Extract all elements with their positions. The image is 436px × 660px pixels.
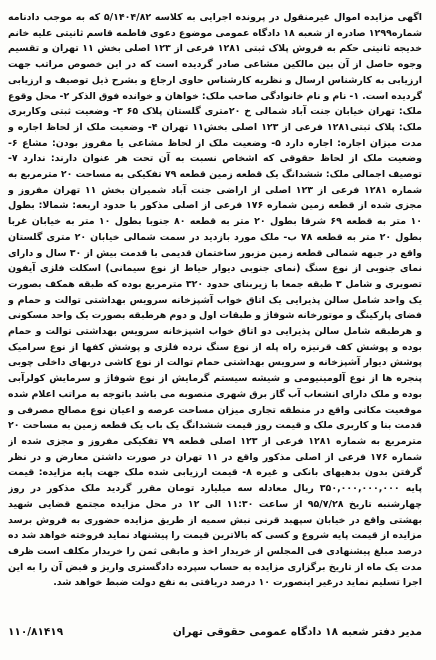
- notice-footer: [8, 626, 422, 638]
- signature-line: مدیر دفتر شعبه ۱۸ دادگاه عمومی حقوقی تهران: [172, 626, 422, 638]
- notice-code: ۱۱۰/۸۱۴۱۹: [8, 626, 64, 638]
- auction-notice-body: اگهی مزایده اموال غیرمنقول در پرونده اجرایی به کلاسه ۵/۱۴۰۴/۸۲ که به موجب دادنامه شماره۱۲۹۹ صادره از شعبه ۱۸ دادگاه عمومی موضوع دعوی فاطمه قاسم ثانیتی علیه خانم خدیجه ثانیتی حکم به فروش پلاک ثبتی ۱۲۸۱ فرعی از ۱۲۳ اصلی بخش ۱۱ تهران و تقسیم وجوه حاصل از آن بین مالکین مشاعی صادر گردیده است که در این خصوص مراتب جهت ارزیابی به کارشناس ارسال و نظریه کارشناس حاوی ارجاع و بشرح ذیل توصیف و ارزیابی گردیده است. ۱- نام و نام خانوادگی صاحب ملک: خواهان و خوانده فوق الذکر ۲- محل وقوع ملک: تهران خیابان جنت آباد شمالی خ ۲۰متری گلستان پلاک ۶۵ ۳- وضعیت ثبتی وکاربری ملک: پلاک ثبتی۱۲۸۱ فرعی از ۱۲۳ اصلی بخش۱۱ تهران ۴- وضعیت ملک از لحاظ اجاره و مدت میزان اجاره: اجاره دارد ۵- وضعیت ملک از لحاظ مشاعی یا مفروز بودن: مشاع ۶- وضعیت ملک از لحاظ حقوقی که اشخاص نسبت به آن تحت هر عنوان دارند: ندارد ۷- توصیف اجمالی ملک: ششدانگ یک قطعه زمین قطعه ۷۹ تفکیکی به مساحت ۲۰ مترمربع به شماره ۱۲۸۱ فرعی از ۱۲۳ اصلی از اراضی جنت آباد شمیران بخش ۱۱ تهران مفروز و مجزی شده از قطعه زمین شماره ۱۷۶ فرعی از اصلی مذکور با حدود اربعه: شمالا: بطول ۱۰ متر به قطعه ۶۹ شرقا بطول ۲۰ متر به قطعه ۸۰ جنوبا بطول ۱۰ متر به خیابان غربا بطول ۲۰ متر به قطعه ۷۸ ب- ملک مورد بازدید در سمت شمالی خیابان ۲۰ متری گلستان واقع در جبهه شمالی قطعه زمین مزبور ساختمان قدیمی با قدمت بیش از ۳۰ سال و دارای نمای جنوبی از نوع سنگ (نمای جنوبی دیوار حیاط از نوع سیمانی) اسکلت فلزی آیفون تصویری و شامل ۳ طبقه جمعا با زیربنای حدود ۳۲۰ مترمربع بوده که طبقه همکف بصورت یک واحد شامل سالن پذیرایی یک اتاق خواب آشپزخانه سرویس بهداشتی توالت و حمام و فضای پارکینگ و موتورخانه شوفاژ و طبقات اول و دوم هرطبقه بصورت یک واحد مسکونی و هرطبقه شامل سالن پذیرایی دو اتاق خواب اشپزخانه سرویس بهداشتی توالت و حمام بوده و پوشش کف قرنیزه راه پله از نوع سنگ نرده فلزی و پوشش کفها از نوع سرامیک پوشش دیوار آشپزخانه و سرویس بهداشتی حمام توالت از نوع کاشی دربهای داخلی چوبی پنجره ها از نوع آلومینیومی و شیشه سیستم گرمایش از نوع شوفاژ و سرمایش کولرآبی بوده و ملک دارای انشعاب آب گاز برق شهری منصوبه می باشد باتوجه به مراتب اعلام شده موقعیت مکانی واقع در منطقه تجاری میزان مساحت عرصه و اعیان نوع مصالح مصرفی و قدمت بنا و کاربری ملک و قیمت روز قیمت ششدانگ یک باب یک قطعه زمین به مساحت ۲۰ مترمربع به شماره ۱۲۸۱ فرعی از ۱۲۳ اصلی قطعه ۷۹ تفکیکی مفروز و مجزی شده از شماره ۱۷۶ فرعی از اصلی مذکور واقع در ۱۱ تهران در صورت داشتن معارض و در نظر گرفتن بدون بدهیهای بانکی و غیره ۸- قیمت ارزیابی شده ملک جهت پایه مزایده: قیمت پایه ۳۵۰,۰۰۰,۰۰۰,۰۰۰ ریال معادله سه میلیارد تومان مقرر گردید ملک مذکور در روز چهارشنبه تاریخ ۹۵/۷/۲۸ از ساعت ۱۱:۳۰ الی ۱۲ در محل مزایده مجتمع قضایی شهید بهشتی واقع در خیابان سپهبد قرنی نبش سمیه از طریق مزایده حضوری به فروش برسد مزایده از قیمت پایه شروع و کسی که بالاترین قیمت را پیشنهاد نماید فروخته خواهد شد ده درصد مبلغ پیشنهادی فی المجلس از خریدار اخذ و مابقی ثمن را خریدار مکلف است ظرف مدت یک ماه از تاریخ برگزاری مزایده به حساب سپرده دادگستری واریز و قبض آن را به این اجرا تسلیم نماید درغیر اینصورت ۱۰ درصد دریافتی به نفع دولت ضبط خواهد شد.: [8, 12, 422, 589]
